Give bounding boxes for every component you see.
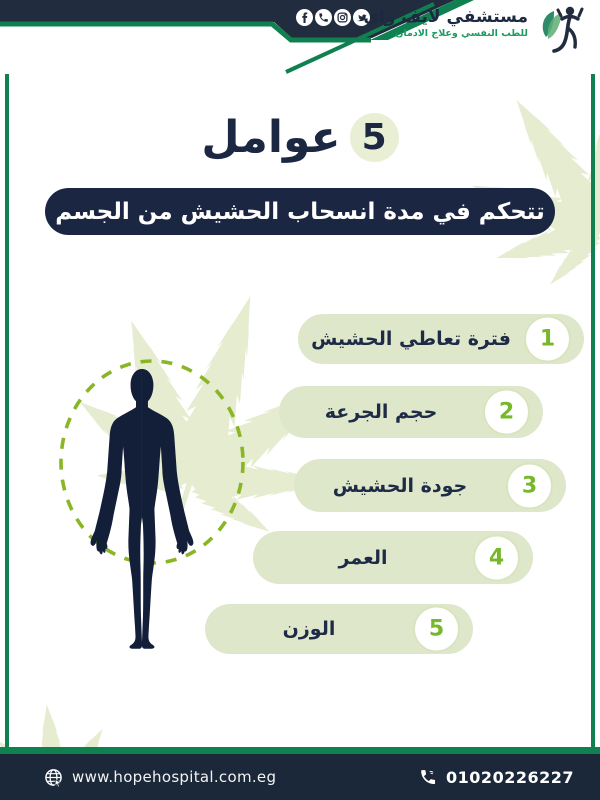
- factor-item-2: [279, 386, 543, 438]
- brand-block: [363, 7, 528, 41]
- website-link[interactable]: [44, 768, 276, 787]
- factor-label: العمر: [338, 546, 388, 569]
- factor-label: حجم الجرعة: [324, 401, 438, 423]
- title-row: [0, 112, 600, 163]
- factor-label: الوزن: [282, 618, 336, 640]
- factor-number-badge: 1: [524, 316, 571, 363]
- factor-item-3: [294, 459, 566, 512]
- facebook-icon[interactable]: [296, 9, 313, 26]
- brand-tagline: للطب النفسي وعلاج الادمان: [395, 28, 528, 40]
- whatsapp-icon[interactable]: [315, 9, 332, 26]
- factor-item-5: [205, 604, 473, 654]
- phone-icon: [419, 768, 437, 786]
- social-icons-row: [296, 9, 370, 26]
- title-number-badge: 5: [350, 113, 399, 162]
- footer-bar: [0, 747, 600, 800]
- brand-name: مستشفي لايف واي: [363, 7, 528, 27]
- factor-item-4: [253, 531, 533, 584]
- human-silhouette-icon: [91, 369, 194, 649]
- subtitle-banner: [45, 188, 555, 235]
- factor-number-badge: 5: [413, 606, 460, 653]
- factor-item-1: [298, 314, 584, 364]
- title-text: عوامل: [201, 112, 341, 163]
- factor-label: فترة تعاطي الحشيش: [311, 328, 511, 350]
- factor-number-badge: 2: [483, 389, 530, 436]
- phone-link[interactable]: [419, 768, 574, 787]
- subtitle-text: تتحكم في مدة انسحاب الحشيش من الجسم: [55, 198, 545, 225]
- factor-number-badge: 3: [506, 462, 553, 509]
- factor-number-badge: 4: [473, 534, 520, 581]
- hospital-logo-icon: [532, 3, 592, 55]
- globe-icon: [44, 768, 63, 787]
- instagram-icon[interactable]: [334, 9, 351, 26]
- website-text: www.hopehospital.com.eg: [72, 768, 277, 786]
- factor-label: جودة الحشيش: [332, 474, 468, 497]
- phone-number: 01020226227: [446, 767, 574, 787]
